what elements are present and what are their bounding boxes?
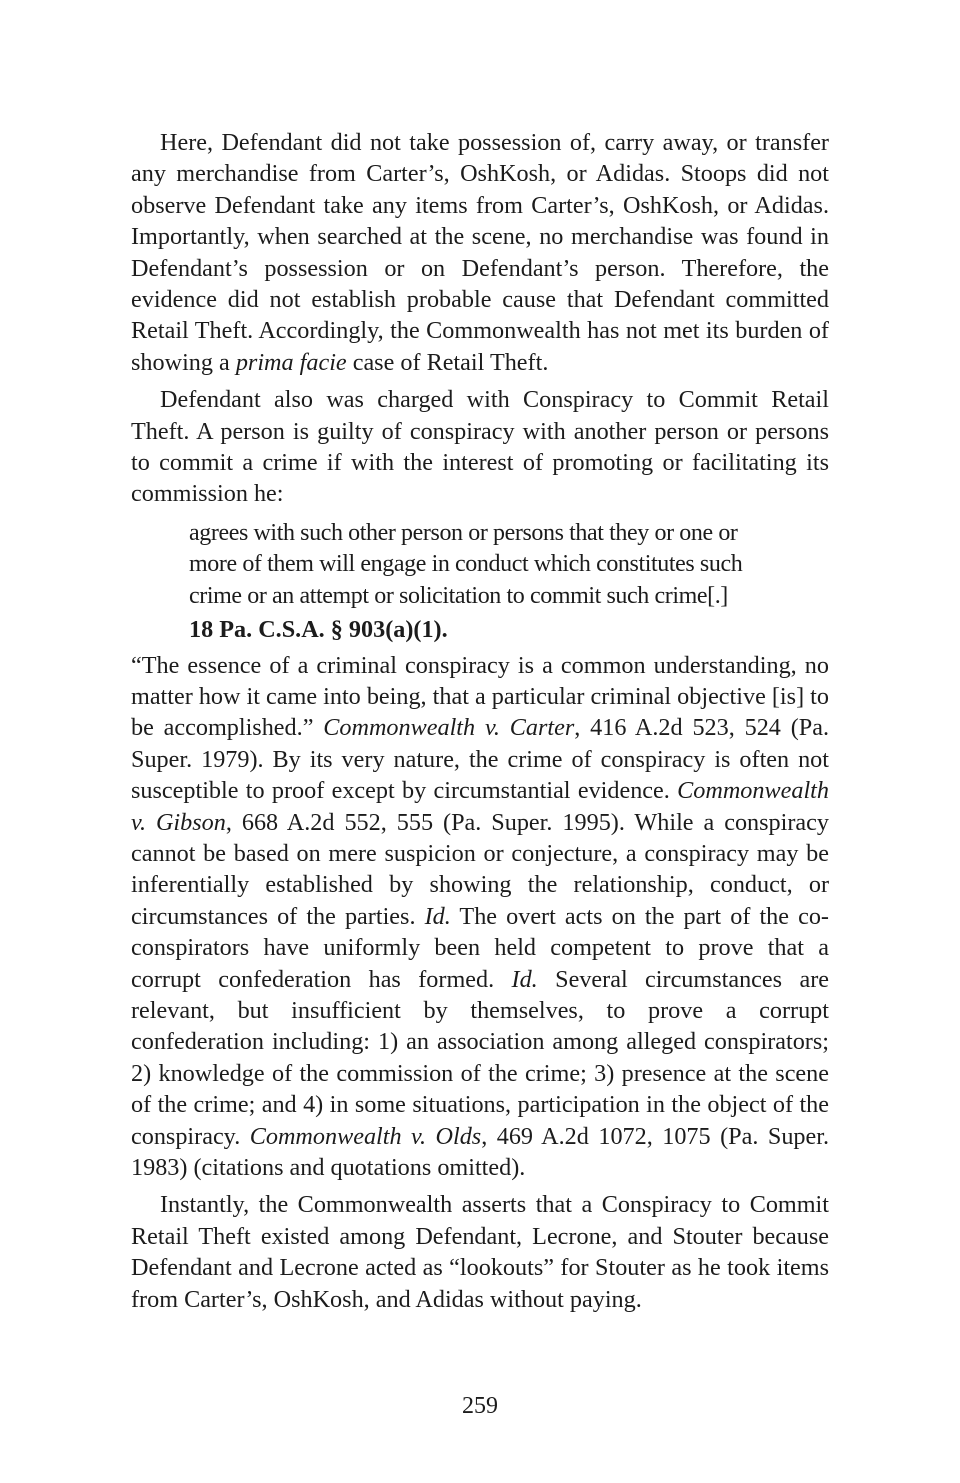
paragraph-text: Here, Defendant did not take possession of, carry away, or transfer any merchandise from Carter’s, OshKosh, or Adidas. Stoops did not observe Defendant take any items from Carter’s, OshKosh, or Adidas. Importantly, when searched at the scene, no merchandise was found in Defendant’s possession or on Defendant’s person. Therefore, the evidence did not establish probable cause that Defendant committed Retail Theft. Accordingly, the Commonwealth has not met its burden of showing a xyxy=(131,129,829,376)
paragraph-commonwealth-assertion: Instantly, the Commonwealth asserts that a Conspiracy to Commit Retail Theft existed among Defendant, Lecrone, and Stouter because Defendant and Lecrone acted as “lookouts” for Stouter as he took items from Carter’s, OshKosh, and Adidas without paying. xyxy=(131,1191,829,1313)
paragraph-text: case of Retail Theft. xyxy=(346,348,549,376)
paragraph-text: , 416 A.2d 523, 524 (Pa. Super. 1979). By its very nature, the crime of conspiracy is often not susceptible to proof except by circumstantial evidence. xyxy=(131,714,829,805)
paragraph-text: The overt acts on the part of the co-conspirators have uniformly been held competent to prove that a corrupt confederation has formed. xyxy=(131,902,829,993)
case-name: Id. xyxy=(424,902,451,930)
paragraph-text: “The essence of a criminal conspiracy is a common understanding, no matter how it came into being, that a particular criminal objective [is] to be accomplished.” xyxy=(131,651,829,742)
paragraph-retail-theft-analysis xyxy=(131,127,829,378)
statute-block-quote: agrees with such other person or persons that they or one or more of them will engage in conduct which constitutes such crime or an attempt or solicitation to commit such crime[.] xyxy=(189,519,743,609)
case-name: Commonwealth v. Gibson xyxy=(131,777,829,836)
paragraph-text: , 668 A.2d 552, 555 (Pa. Super. 1995). While a conspiracy cannot be based on mere suspicion or conjecture, a conspiracy may be inferentially established by showing the relationship, conduct, or circumstances of the parties. xyxy=(131,808,829,930)
case-name: Commonwealth v. Olds xyxy=(249,1122,482,1150)
latin-term: prima facie xyxy=(235,348,347,376)
case-name: Commonwealth v. Carter xyxy=(323,714,575,742)
body-text xyxy=(131,127,829,1315)
statute-citation: 18 Pa. C.S.A. § 903(a)(1). xyxy=(189,616,448,644)
paragraph-text: Several circumstances are relevant, but insufficient by themselves, to prove a corrupt confederation including: 1) an association among alleged conspirators; 2) knowledge of the commission of the crime; 3) presence at the scene of the crime; and 4) in some situations, participation in the object of the conspiracy. xyxy=(131,965,829,1150)
paragraph-conspiracy-charge: Defendant also was charged with Conspiracy to Commit Retail Theft. A person is guilty of conspiracy with another person or persons to commit a crime if with the interest of promoting or facilitating its commission he: xyxy=(131,386,829,508)
page-number: 259 xyxy=(462,1393,498,1419)
paragraph-text: , 469 A.2d 1072, 1075 (Pa. Super. 1983) (citations and quotations omitted). xyxy=(131,1122,830,1181)
paragraph-conspiracy-law xyxy=(131,650,829,1184)
case-name: Id. xyxy=(511,965,538,993)
